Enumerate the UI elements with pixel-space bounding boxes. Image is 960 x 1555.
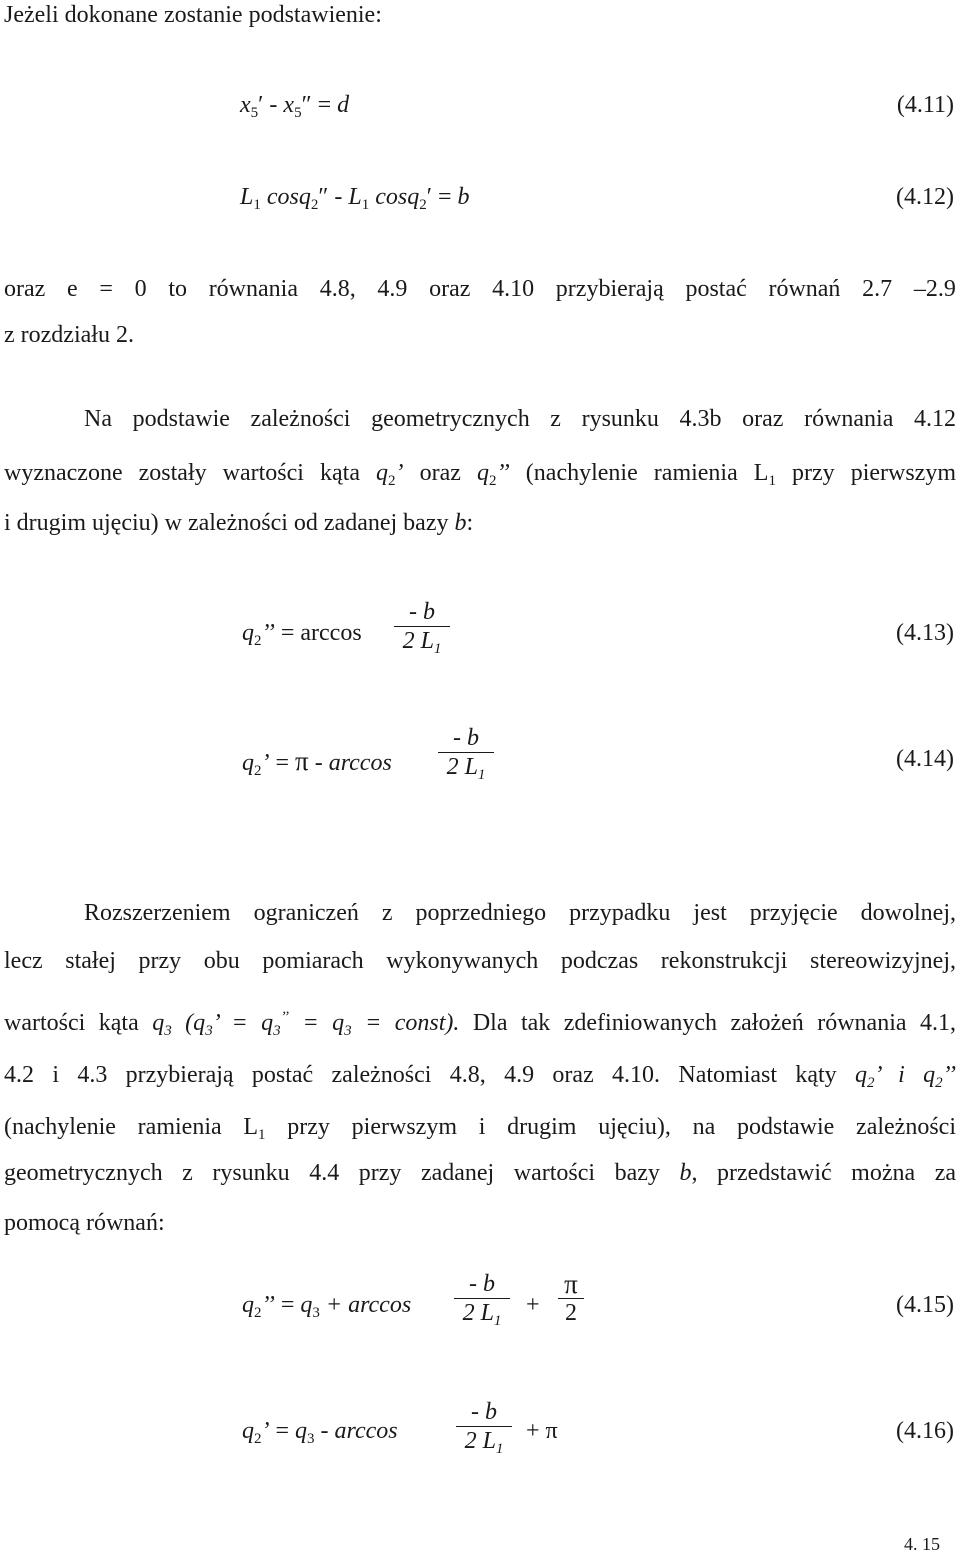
fraction-denominator: 2 $L_1$: [464, 1428, 504, 1457]
paragraph-1-word: równania: [208, 276, 298, 302]
fraction-denominator: 2 $L_1$: [462, 1300, 502, 1329]
paragraph-1-word: =: [99, 276, 113, 302]
paragraph-1-word: oraz: [4, 276, 46, 302]
paragraph-3-line-7: pomocą równań:: [4, 1210, 165, 1236]
equation-number-4-15: (4.15): [896, 1292, 954, 1318]
paragraph-1-line-1: [4, 276, 956, 303]
paragraph-1-word: 4.10: [492, 276, 535, 302]
fraction-denominator: 2: [565, 1300, 577, 1326]
equation-number-4-14: (4.14): [896, 746, 954, 772]
paragraph-1-word: to: [168, 276, 187, 302]
equation-number-4-12: (4.12): [896, 184, 954, 210]
paragraph-1-word: 2.7: [862, 276, 893, 302]
paragraph-2-second-line: wyznaczone zostały wartości kąta $q_2$’ oraz $q_2$’’ (nachylenie ramienia $L_1$ przy pierwszym: [4, 460, 956, 489]
paragraph-2-third-line: i drugim ujęciu) w zależności od zadanej bazy b:: [4, 510, 474, 536]
equation-4-15-lhs: $q_2$’’ = $q_3 + \arccos$: [242, 1292, 412, 1321]
fraction-numerator: π: [564, 1269, 578, 1299]
paragraph-2-first-line: Na podstawie zależności geometrycznych z rysunku 4.3b oraz równania 4.12: [84, 406, 956, 432]
equation-4-12: $L_1$ $\cos q_2'' - L_1$ cosq$_2$′ = b: [240, 184, 470, 213]
paragraph-3-line-3: wartości kąta $q_3$ ($q_3$’ = $q_3^{’’} = q_3$ = const). Dla tak zdefiniowanych założeń równania 4.1,: [4, 1009, 956, 1039]
equation-4-16-plus-pi: + π: [526, 1418, 558, 1444]
equation-number-4-13: (4.13): [896, 620, 954, 646]
paragraph-1-word: 0: [134, 276, 147, 302]
fraction-numerator: - b: [471, 1399, 497, 1425]
equation-4-16-fraction: [456, 1398, 512, 1455]
equation-4-13-lhs: $q_2$’’ = arccos: [242, 620, 362, 649]
equation-4-14-lhs: $q_2$’ = π - arccos: [242, 746, 392, 779]
fraction-denominator: 2 $L_1$: [446, 754, 486, 783]
page-number: 4. 15: [904, 1534, 940, 1554]
intro-text: Jeżeli dokonane zostanie podstawienie:: [4, 2, 382, 28]
paragraph-1-word: postać: [685, 276, 747, 302]
paragraph-1-line-2: z rozdziału 2.: [4, 322, 134, 348]
equation-4-13-fraction: [394, 598, 450, 655]
paragraph-1-word: –2.9: [913, 276, 956, 302]
equation-number-4-11: (4.11): [896, 92, 954, 118]
paragraph-1-word: 4.9: [377, 276, 408, 302]
paragraph-1-word: 4.8,: [319, 276, 356, 302]
equation-number-4-16: (4.16): [896, 1418, 954, 1444]
fraction-denominator: 2 $L_1$: [402, 628, 442, 657]
paragraph-1-word: oraz: [429, 276, 471, 302]
paragraph-1-word: przybierają: [555, 276, 664, 302]
equation-4-15-fraction: [454, 1270, 510, 1327]
paragraph-3-line-4: 4.2 i 4.3 przybierają postać zależności 4.8, 4.9 oraz 4.10. Natomiast kąty $q_2$’ i $q_2$’’: [4, 1062, 956, 1091]
equation-4-15-pi-fraction: [558, 1270, 584, 1327]
equation-4-11: $x_5' - x_5'' = d$: [240, 92, 350, 121]
paragraph-3-line-6: geometrycznych z rysunku 4.4 przy zadanej wartości bazy b, przedstawić można za: [4, 1160, 957, 1186]
paragraph-3-line-2: lecz stałej przy obu pomiarach wykonywanych podczas rekonstrukcji stereowizyjnej,: [4, 948, 956, 974]
fraction-numerator: - b: [453, 725, 479, 751]
paragraph-3-line-1: Rozszerzeniem ograniczeń z poprzedniego przypadku jest przyjęcie dowolnej,: [84, 900, 956, 926]
equation-4-14-fraction: [438, 724, 494, 781]
paragraph-3-line-5: (nachylenie ramienia $L_1$ przy pierwszym i drugim ujęciu), na podstawie zależności: [4, 1114, 956, 1143]
equation-4-16-lhs: $q_2$’ = $q_3$ - arccos: [242, 1418, 398, 1447]
paragraph-1-word: e: [67, 276, 78, 302]
paragraph-1-word: równań: [768, 276, 841, 302]
equation-4-15-plus: +: [526, 1292, 540, 1318]
fraction-numerator: - b: [469, 1271, 495, 1297]
fraction-numerator: - b: [409, 599, 435, 625]
